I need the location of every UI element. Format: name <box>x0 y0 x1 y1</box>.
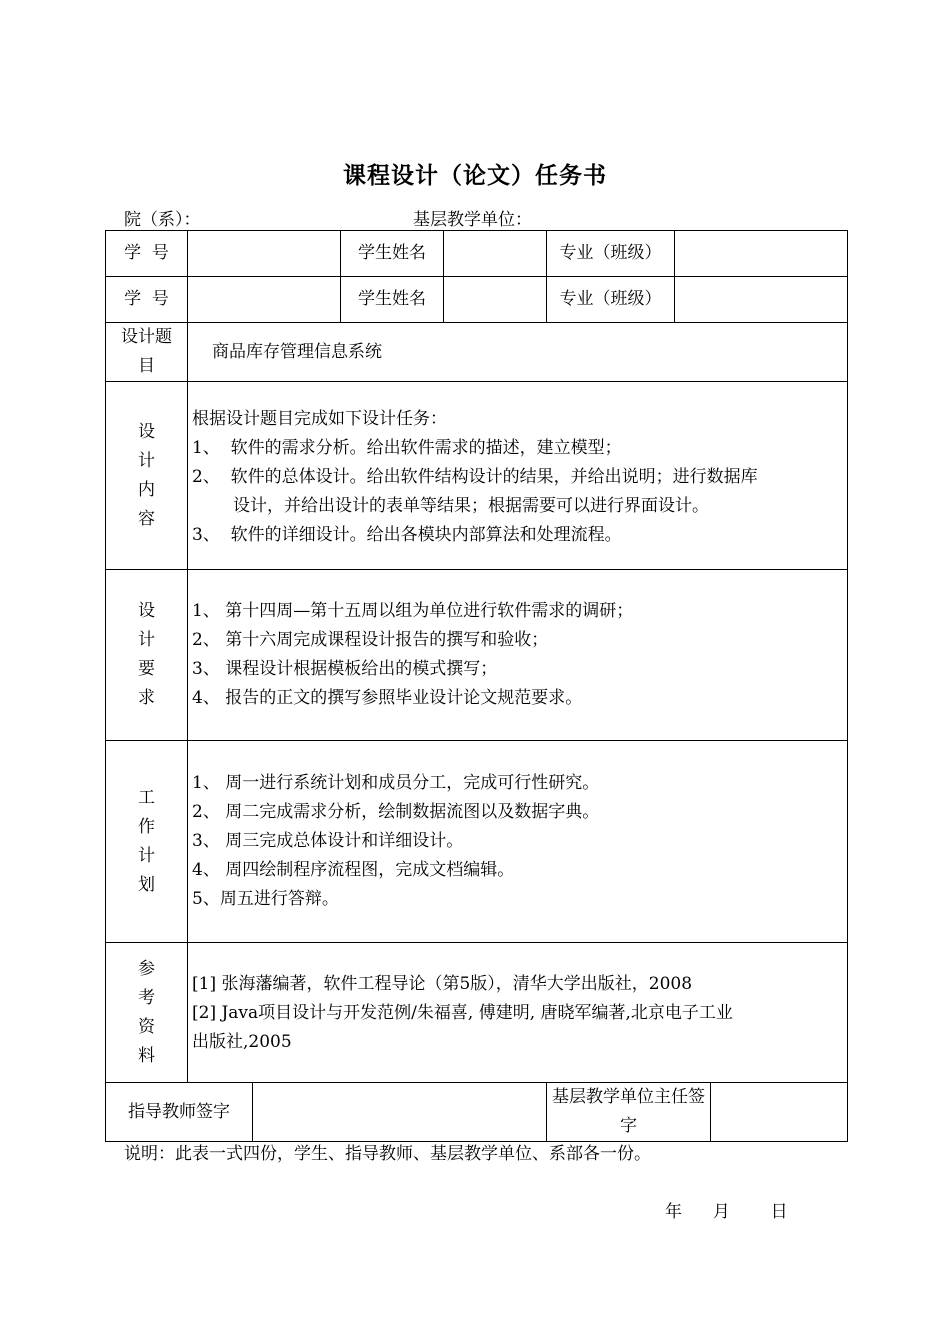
student-name-label: 学生姓名 <box>341 231 444 277</box>
student-id-field[interactable] <box>188 277 341 323</box>
references-text: [1] 张海藩编著，软件工程导论（第5版），清华大学出版社，2008 [2] Java项目设计与开发范例/朱福喜, 傅建明, 唐晓军编著,北京电子工业 出版社,2005 <box>188 943 848 1083</box>
student-id-label: 学 号 <box>106 277 188 323</box>
advisor-sign-field[interactable] <box>253 1083 547 1142</box>
unit-label: 基层教学单位： <box>413 210 532 230</box>
table-row <box>106 1083 848 1142</box>
unit-head-sign-field[interactable] <box>711 1083 848 1142</box>
topic-value: 商品库存管理信息系统 <box>188 323 848 382</box>
major-field[interactable] <box>675 231 848 277</box>
student-name-field[interactable] <box>444 231 547 277</box>
requirements-text: 1、 第十四周—第十五周以组为单位进行软件需求的调研； 2、 第十六周完成课程设计报告的撰写和验收； 3、 课程设计根据模板给出的模式撰写； 4、 报告的正文的撰写参照毕业设计论文规范要求。 <box>188 570 848 741</box>
content-text: 根据设计题目完成如下设计任务： 1、 软件的需求分析。给出软件需求的描述，建立模型； 2、 软件的总体设计。给出软件结构设计的结果，并给出说明；进行数据库 设计，并给出设计的表单等结果；根据需要可以进行界面设计。 3、 软件的详细设计。给出各模块内部算法和处理流程。 <box>188 382 848 570</box>
table-row <box>106 231 848 277</box>
advisor-sign-label: 指导教师签字 <box>106 1083 253 1142</box>
plan-text: 1、 周一进行系统计划和成员分工，完成可行性研究。 2、 周二完成需求分析，绘制数据流图以及数据字典。 3、 周三完成总体设计和详细设计。 4、 周四绘制程序流程图，完成文档编辑。 5、周五进行答辩。 <box>188 741 848 943</box>
major-label: 专业（班级） <box>547 277 675 323</box>
requirements-label: 设 计 要 求 <box>106 570 188 741</box>
table-row <box>106 323 848 382</box>
student-name-label: 学生姓名 <box>341 277 444 323</box>
content-label: 设 计 内 容 <box>106 382 188 570</box>
table-row <box>106 570 848 741</box>
page-title: 课程设计（论文）任务书 <box>343 162 607 189</box>
table-row <box>106 943 848 1083</box>
table-row <box>106 277 848 323</box>
unit-head-sign-label: 基层教学单位主任签字 <box>547 1083 711 1142</box>
footnote: 说明：此表一式四份，学生、指导教师、基层教学单位、系部各一份。 <box>124 1144 651 1164</box>
topic-label: 设计题 目 <box>106 323 188 382</box>
month-label: 月 <box>712 1202 730 1222</box>
plan-label: 工 作 计 划 <box>106 741 188 943</box>
major-field[interactable] <box>675 277 848 323</box>
task-form-table <box>105 230 848 1142</box>
table-row <box>106 741 848 943</box>
year-label: 年 <box>665 1202 682 1222</box>
student-id-field[interactable] <box>188 231 341 277</box>
table-row <box>106 382 848 570</box>
date-line <box>665 1197 788 1222</box>
day-label: 日 <box>770 1202 788 1222</box>
major-label: 专业（班级） <box>547 231 675 277</box>
student-name-field[interactable] <box>444 277 547 323</box>
student-id-label: 学 号 <box>106 231 188 277</box>
references-label: 参 考 资 料 <box>106 943 188 1083</box>
department-label: 院（系）： <box>124 210 201 230</box>
